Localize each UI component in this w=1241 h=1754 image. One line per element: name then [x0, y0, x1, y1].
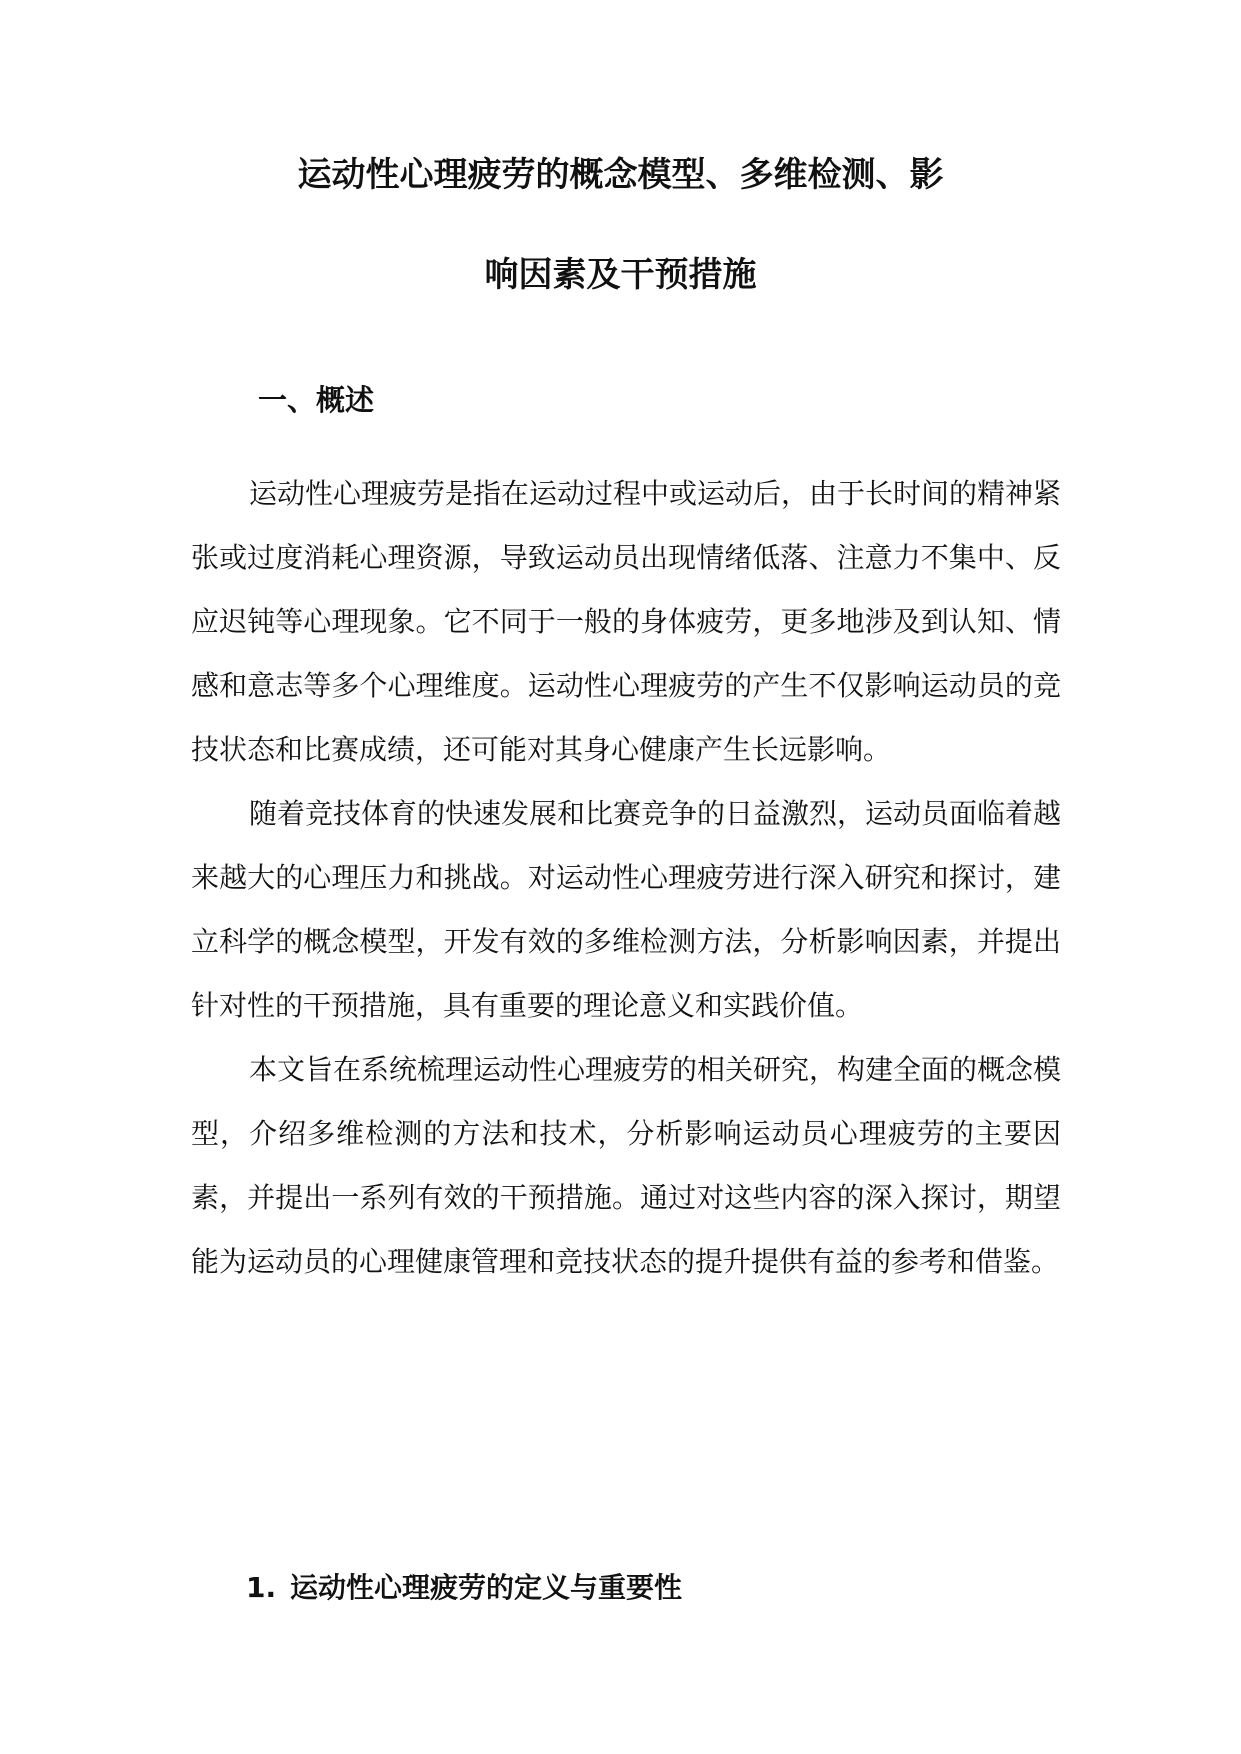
- subsection-number: 1.: [246, 1571, 277, 1604]
- paragraph-3: 本文旨在系统梳理运动性心理疲劳的相关研究，构建全面的概念模型，介绍多维检测的方法和技术，分析影响运动员心理疲劳的主要因素，并提出一系列有效的干预措施。通过对这些内容的深入探讨，期望能为运动员的心理健康管理和竞技状态的提升提供有益的参考和借鉴。: [191, 1053, 1062, 1278]
- paragraph-2: 随着竞技体育的快速发展和比赛竞争的日益激烈，运动员面临着越来越大的心理压力和挑战。对运动性心理疲劳进行深入研究和探讨，建立科学的概念模型，开发有效的多维检测方法，分析影响因素，并提出针对性的干预措施，具有重要的理论意义和实践价值。: [191, 797, 1062, 1022]
- document-title-line-2: 响因素及干预措施: [484, 255, 757, 295]
- subsection-heading: [246, 1568, 682, 1608]
- paragraph-1: 运动性心理疲劳是指在运动过程中或运动后，由于长时间的精神紧张或过度消耗心理资源，导致运动员出现情绪低落、注意力不集中、反应迟钝等心理现象。它不同于一般的身体疲劳，更多地涉及到认知、情感和意志等多个心理维度。运动性心理疲劳的产生不仅影响运动员的竞技状态和比赛成绩，还可能对其身心健康产生长远影响。: [191, 477, 1062, 766]
- subsection-label: 运动性心理疲劳的定义与重要性: [290, 1571, 683, 1604]
- document-title-line-1: 运动性心理疲劳的概念模型、多维检测、影: [297, 155, 944, 195]
- section-heading-overview: 一、概述: [258, 383, 375, 417]
- body-text: [191, 462, 1061, 1294]
